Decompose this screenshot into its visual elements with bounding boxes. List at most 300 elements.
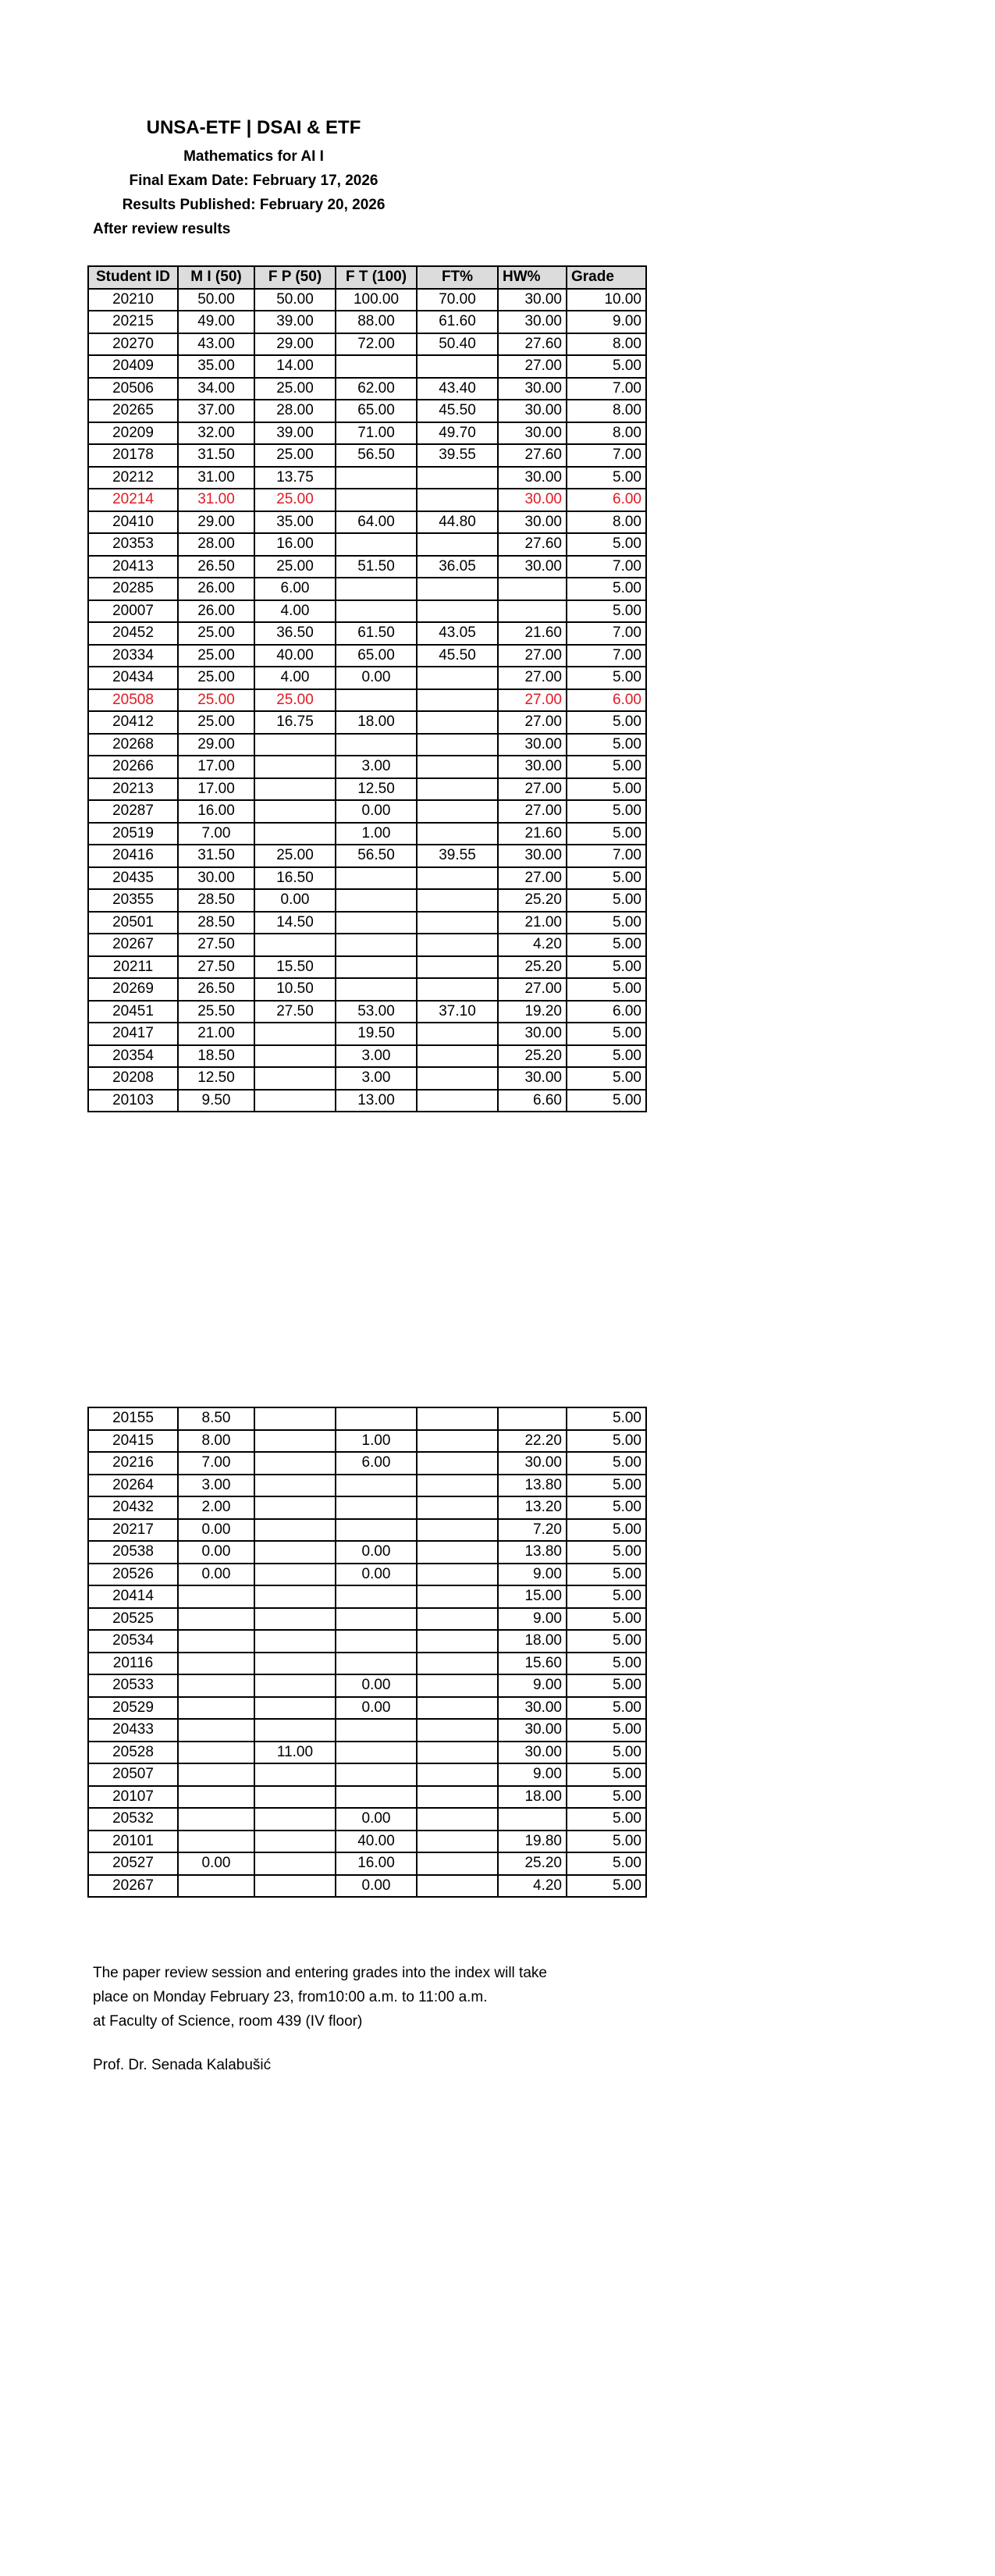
cell-ft: 0.00 <box>336 1564 417 1586</box>
cell-hw: 13.80 <box>498 1541 567 1564</box>
table-row <box>88 756 646 778</box>
cell-ftp <box>417 467 498 489</box>
cell-mi: 7.00 <box>178 823 254 845</box>
col-header-ft: F T (100) <box>336 266 417 289</box>
cell-id: 20212 <box>88 467 178 489</box>
results-subtitle: After review results <box>93 221 231 237</box>
cell-fp: 14.00 <box>254 355 336 378</box>
cell-ft: 53.00 <box>336 1001 417 1023</box>
cell-fp: 10.50 <box>254 978 336 1001</box>
cell-id: 20214 <box>88 489 178 511</box>
cell-hw: 4.20 <box>498 934 567 956</box>
cell-ft: 3.00 <box>336 1067 417 1090</box>
note-line: The paper review session and entering grades into the index will take <box>93 1965 547 1981</box>
cell-fp: 29.00 <box>254 333 336 356</box>
cell-ftp <box>417 800 498 823</box>
cell-fp: 4.00 <box>254 667 336 689</box>
cell-id: 20265 <box>88 400 178 422</box>
cell-ft <box>336 734 417 756</box>
cell-id: 20525 <box>88 1608 178 1631</box>
table-row <box>88 1519 646 1542</box>
cell-ftp <box>417 1023 498 1045</box>
table-header-row <box>88 266 646 289</box>
cell-mi: 25.00 <box>178 689 254 712</box>
cell-hw: 30.00 <box>498 1023 567 1045</box>
cell-fp: 16.00 <box>254 533 336 556</box>
cell-mi: 32.00 <box>178 422 254 445</box>
cell-grade: 5.00 <box>567 867 646 890</box>
table-row <box>88 1430 646 1453</box>
table-row <box>88 1763 646 1786</box>
cell-fp: 35.00 <box>254 511 336 534</box>
cell-id: 20211 <box>88 956 178 979</box>
cell-mi <box>178 1630 254 1653</box>
cell-ft: 0.00 <box>336 1697 417 1720</box>
cell-grade: 5.00 <box>567 889 646 912</box>
cell-hw: 22.20 <box>498 1430 567 1453</box>
cell-mi: 7.00 <box>178 1452 254 1475</box>
cell-fp: 25.00 <box>254 689 336 712</box>
cell-ft: 16.00 <box>336 1852 417 1875</box>
cell-grade: 5.00 <box>567 1875 646 1898</box>
cell-mi: 30.00 <box>178 867 254 890</box>
cell-hw: 30.00 <box>498 467 567 489</box>
cell-ftp: 61.60 <box>417 311 498 333</box>
cell-mi: 25.50 <box>178 1001 254 1023</box>
exam-date: Final Exam Date: February 17, 2026 <box>129 173 378 189</box>
cell-ftp <box>417 1541 498 1564</box>
cell-fp: 25.00 <box>254 845 336 867</box>
table-row <box>88 1674 646 1697</box>
cell-ftp <box>417 1875 498 1898</box>
cell-hw: 27.60 <box>498 444 567 467</box>
cell-ft <box>336 1519 417 1542</box>
cell-grade: 5.00 <box>567 978 646 1001</box>
cell-id: 20178 <box>88 444 178 467</box>
cell-mi: 49.00 <box>178 311 254 333</box>
table-row <box>88 1452 646 1475</box>
cell-id: 20533 <box>88 1674 178 1697</box>
cell-grade: 5.00 <box>567 1585 646 1608</box>
cell-grade: 5.00 <box>567 778 646 801</box>
cell-fp <box>254 800 336 823</box>
cell-fp: 39.00 <box>254 422 336 445</box>
cell-ftp <box>417 1742 498 1764</box>
cell-ft: 0.00 <box>336 1875 417 1898</box>
col-header-mi: M I (50) <box>178 266 254 289</box>
cell-ftp <box>417 1564 498 1586</box>
note-line: at Faculty of Science, room 439 (IV floor) <box>93 2013 363 2030</box>
cell-id: 20532 <box>88 1808 178 1831</box>
table-row <box>88 1742 646 1764</box>
cell-ft <box>336 978 417 1001</box>
cell-mi: 16.00 <box>178 800 254 823</box>
cell-fp <box>254 1564 336 1586</box>
table-row <box>88 378 646 400</box>
cell-hw: 4.20 <box>498 1875 567 1898</box>
cell-hw: 30.00 <box>498 378 567 400</box>
cell-mi: 8.50 <box>178 1407 254 1430</box>
cell-hw: 7.20 <box>498 1519 567 1542</box>
cell-hw: 27.00 <box>498 867 567 890</box>
cell-ftp <box>417 489 498 511</box>
cell-mi: 0.00 <box>178 1852 254 1875</box>
cell-mi: 31.50 <box>178 845 254 867</box>
cell-grade: 5.00 <box>567 1475 646 1497</box>
cell-hw: 27.00 <box>498 978 567 1001</box>
course-name: Mathematics for AI I <box>183 148 324 165</box>
cell-grade: 5.00 <box>567 1090 646 1112</box>
table-row <box>88 422 646 445</box>
cell-hw: 27.00 <box>498 689 567 712</box>
cell-fp: 14.50 <box>254 912 336 934</box>
cell-ftp <box>417 978 498 1001</box>
cell-grade: 7.00 <box>567 645 646 667</box>
cell-grade: 5.00 <box>567 1430 646 1453</box>
cell-grade: 5.00 <box>567 934 646 956</box>
cell-ft: 12.50 <box>336 778 417 801</box>
cell-hw: 25.20 <box>498 1852 567 1875</box>
cell-ftp <box>417 1585 498 1608</box>
cell-hw: 9.00 <box>498 1674 567 1697</box>
cell-grade: 5.00 <box>567 1719 646 1742</box>
cell-ft: 71.00 <box>336 422 417 445</box>
cell-ftp <box>417 1430 498 1453</box>
table-row <box>88 1541 646 1564</box>
cell-fp <box>254 934 336 956</box>
cell-fp: 39.00 <box>254 311 336 333</box>
cell-id: 20103 <box>88 1090 178 1112</box>
table-row <box>88 289 646 311</box>
cell-ft: 1.00 <box>336 1430 417 1453</box>
cell-ftp <box>417 1452 498 1475</box>
cell-id: 20410 <box>88 511 178 534</box>
cell-ft <box>336 1763 417 1786</box>
cell-ft <box>336 1719 417 1742</box>
cell-ftp <box>417 1697 498 1720</box>
cell-id: 20538 <box>88 1541 178 1564</box>
cell-ftp <box>417 1808 498 1831</box>
cell-fp: 16.50 <box>254 867 336 890</box>
cell-ft <box>336 1630 417 1653</box>
cell-grade: 5.00 <box>567 1023 646 1045</box>
cell-hw: 30.00 <box>498 489 567 511</box>
cell-fp <box>254 734 336 756</box>
cell-mi: 26.00 <box>178 600 254 623</box>
cell-grade: 5.00 <box>567 1763 646 1786</box>
cell-fp <box>254 1719 336 1742</box>
table-row <box>88 556 646 578</box>
cell-ftp <box>417 912 498 934</box>
cell-id: 20213 <box>88 778 178 801</box>
cell-grade: 5.00 <box>567 355 646 378</box>
cell-ft <box>336 600 417 623</box>
cell-id: 20355 <box>88 889 178 912</box>
table-row <box>88 1697 646 1720</box>
cell-ftp <box>417 533 498 556</box>
table-row <box>88 645 646 667</box>
cell-ftp <box>417 1067 498 1090</box>
cell-hw: 30.00 <box>498 734 567 756</box>
cell-ft <box>336 489 417 511</box>
cell-ft <box>336 867 417 890</box>
table-row <box>88 845 646 867</box>
cell-ft <box>336 1407 417 1430</box>
cell-hw: 15.60 <box>498 1653 567 1675</box>
cell-hw: 30.00 <box>498 1719 567 1742</box>
table-row <box>88 978 646 1001</box>
cell-fp <box>254 1697 336 1720</box>
cell-fp: 11.00 <box>254 1742 336 1764</box>
table-row <box>88 1475 646 1497</box>
cell-hw: 25.20 <box>498 956 567 979</box>
cell-ftp: 45.50 <box>417 400 498 422</box>
cell-id: 20433 <box>88 1719 178 1742</box>
cell-grade: 5.00 <box>567 1630 646 1653</box>
cell-grade: 5.00 <box>567 1519 646 1542</box>
cell-grade: 5.00 <box>567 1852 646 1875</box>
cell-id: 20507 <box>88 1763 178 1786</box>
cell-ftp <box>417 823 498 845</box>
table-row <box>88 1067 646 1090</box>
cell-ftp <box>417 1786 498 1809</box>
cell-ft: 0.00 <box>336 1541 417 1564</box>
cell-mi: 26.50 <box>178 556 254 578</box>
cell-mi: 25.00 <box>178 667 254 689</box>
cell-ft: 51.50 <box>336 556 417 578</box>
cell-hw: 9.00 <box>498 1763 567 1786</box>
cell-hw: 30.00 <box>498 422 567 445</box>
note-line: place on Monday February 23, from10:00 a.m. to 11:00 a.m. <box>93 1989 488 2005</box>
cell-ftp <box>417 1496 498 1519</box>
cell-mi: 21.00 <box>178 1023 254 1045</box>
cell-grade: 5.00 <box>567 1742 646 1764</box>
cell-ftp: 50.40 <box>417 333 498 356</box>
cell-mi <box>178 1742 254 1764</box>
cell-ft: 13.00 <box>336 1090 417 1112</box>
cell-grade: 5.00 <box>567 1697 646 1720</box>
cell-fp <box>254 1496 336 1519</box>
cell-fp: 16.75 <box>254 711 336 734</box>
cell-ftp <box>417 600 498 623</box>
cell-hw: 30.00 <box>498 845 567 867</box>
cell-hw: 27.60 <box>498 333 567 356</box>
cell-mi: 0.00 <box>178 1519 254 1542</box>
cell-fp: 27.50 <box>254 1001 336 1023</box>
cell-id: 20354 <box>88 1045 178 1068</box>
cell-hw: 30.00 <box>498 1742 567 1764</box>
cell-id: 20334 <box>88 645 178 667</box>
cell-ft <box>336 1585 417 1608</box>
cell-fp <box>254 1808 336 1831</box>
cell-ftp <box>417 1090 498 1112</box>
cell-hw: 30.00 <box>498 311 567 333</box>
cell-mi: 8.00 <box>178 1430 254 1453</box>
cell-hw: 27.00 <box>498 800 567 823</box>
cell-ftp <box>417 734 498 756</box>
cell-mi <box>178 1786 254 1809</box>
cell-fp <box>254 1090 336 1112</box>
cell-hw: 27.00 <box>498 667 567 689</box>
cell-id: 20506 <box>88 378 178 400</box>
cell-fp <box>254 1541 336 1564</box>
cell-hw <box>498 1808 567 1831</box>
table-row <box>88 1786 646 1809</box>
cell-id: 20285 <box>88 578 178 600</box>
cell-fp: 28.00 <box>254 400 336 422</box>
cell-ft <box>336 467 417 489</box>
cell-ft <box>336 1475 417 1497</box>
cell-ftp <box>417 1475 498 1497</box>
cell-fp <box>254 1875 336 1898</box>
cell-id: 20215 <box>88 311 178 333</box>
cell-fp: 50.00 <box>254 289 336 311</box>
cell-fp: 13.75 <box>254 467 336 489</box>
document-title: UNSA-ETF | DSAI & ETF <box>146 117 361 138</box>
table-row <box>88 800 646 823</box>
cell-ft <box>336 689 417 712</box>
cell-mi: 50.00 <box>178 289 254 311</box>
cell-mi: 29.00 <box>178 511 254 534</box>
cell-ft: 3.00 <box>336 1045 417 1068</box>
cell-grade: 8.00 <box>567 333 646 356</box>
cell-mi: 9.50 <box>178 1090 254 1112</box>
cell-ftp <box>417 355 498 378</box>
cell-grade: 8.00 <box>567 422 646 445</box>
cell-hw: 30.00 <box>498 1697 567 1720</box>
cell-hw: 6.60 <box>498 1090 567 1112</box>
cell-ftp <box>417 1608 498 1631</box>
table-row <box>88 956 646 979</box>
cell-fp <box>254 778 336 801</box>
cell-ft: 0.00 <box>336 800 417 823</box>
cell-grade: 5.00 <box>567 1452 646 1475</box>
cell-hw <box>498 1407 567 1430</box>
cell-ft: 1.00 <box>336 823 417 845</box>
table-row <box>88 1090 646 1112</box>
table-row <box>88 1808 646 1831</box>
cell-fp <box>254 756 336 778</box>
cell-grade: 5.00 <box>567 667 646 689</box>
cell-mi: 3.00 <box>178 1475 254 1497</box>
cell-fp <box>254 1045 336 1068</box>
table-row <box>88 444 646 467</box>
cell-fp <box>254 1763 336 1786</box>
cell-mi: 27.50 <box>178 934 254 956</box>
cell-mi: 0.00 <box>178 1564 254 1586</box>
cell-fp <box>254 1831 336 1853</box>
cell-grade: 5.00 <box>567 711 646 734</box>
cell-hw: 21.60 <box>498 622 567 645</box>
cell-mi: 31.00 <box>178 489 254 511</box>
cell-id: 20452 <box>88 622 178 645</box>
cell-hw: 30.00 <box>498 556 567 578</box>
cell-ft <box>336 355 417 378</box>
cell-hw: 15.00 <box>498 1585 567 1608</box>
cell-ft <box>336 1786 417 1809</box>
review-session-note <box>93 1961 686 2033</box>
cell-fp: 15.50 <box>254 956 336 979</box>
cell-id: 20268 <box>88 734 178 756</box>
cell-ft: 100.00 <box>336 289 417 311</box>
professor-signature: Prof. Dr. Senada Kalabušić <box>93 2057 272 2073</box>
table-row <box>88 333 646 356</box>
cell-ft: 18.00 <box>336 711 417 734</box>
cell-fp <box>254 1674 336 1697</box>
cell-grade: 7.00 <box>567 556 646 578</box>
cell-grade: 5.00 <box>567 800 646 823</box>
cell-ft <box>336 934 417 956</box>
table-row <box>88 734 646 756</box>
cell-ft: 40.00 <box>336 1831 417 1853</box>
cell-id: 20209 <box>88 422 178 445</box>
cell-hw: 30.00 <box>498 1067 567 1090</box>
cell-ft <box>336 578 417 600</box>
cell-mi: 25.00 <box>178 622 254 645</box>
cell-ft <box>336 956 417 979</box>
cell-mi <box>178 1875 254 1898</box>
cell-hw: 18.00 <box>498 1630 567 1653</box>
cell-ft <box>336 889 417 912</box>
cell-id: 20417 <box>88 1023 178 1045</box>
cell-mi: 28.50 <box>178 912 254 934</box>
cell-ft: 61.50 <box>336 622 417 645</box>
cell-fp: 4.00 <box>254 600 336 623</box>
cell-fp: 25.00 <box>254 444 336 467</box>
cell-id: 20412 <box>88 711 178 734</box>
table-row <box>88 934 646 956</box>
cell-mi: 12.50 <box>178 1067 254 1090</box>
cell-ft: 56.50 <box>336 845 417 867</box>
results-published-date: Results Published: February 20, 2026 <box>122 197 386 213</box>
cell-grade: 5.00 <box>567 1653 646 1675</box>
table-row <box>88 1630 646 1653</box>
table-row <box>88 1852 646 1875</box>
table-row <box>88 467 646 489</box>
cell-ftp <box>417 1519 498 1542</box>
cell-ftp: 39.55 <box>417 845 498 867</box>
table-row <box>88 1407 646 1430</box>
cell-mi: 18.50 <box>178 1045 254 1068</box>
cell-ftp: 36.05 <box>417 556 498 578</box>
cell-id: 20217 <box>88 1519 178 1542</box>
cell-grade: 5.00 <box>567 578 646 600</box>
cell-hw: 27.00 <box>498 778 567 801</box>
table-row <box>88 711 646 734</box>
cell-fp <box>254 1452 336 1475</box>
cell-fp <box>254 1023 336 1045</box>
cell-grade: 5.00 <box>567 1674 646 1697</box>
cell-ftp <box>417 1630 498 1653</box>
col-header-hw-percent: HW% <box>498 266 567 289</box>
cell-mi <box>178 1808 254 1831</box>
cell-id: 20210 <box>88 289 178 311</box>
cell-grade: 5.00 <box>567 1045 646 1068</box>
cell-id: 20528 <box>88 1742 178 1764</box>
cell-ftp: 43.40 <box>417 378 498 400</box>
cell-mi: 0.00 <box>178 1541 254 1564</box>
table-row <box>88 1875 646 1898</box>
cell-hw: 9.00 <box>498 1608 567 1631</box>
cell-mi <box>178 1831 254 1853</box>
cell-id: 20267 <box>88 1875 178 1898</box>
cell-hw: 25.20 <box>498 1045 567 1068</box>
cell-mi: 28.00 <box>178 533 254 556</box>
cell-ft <box>336 533 417 556</box>
cell-hw: 27.00 <box>498 645 567 667</box>
cell-grade: 5.00 <box>567 1564 646 1586</box>
cell-grade: 5.00 <box>567 1808 646 1831</box>
